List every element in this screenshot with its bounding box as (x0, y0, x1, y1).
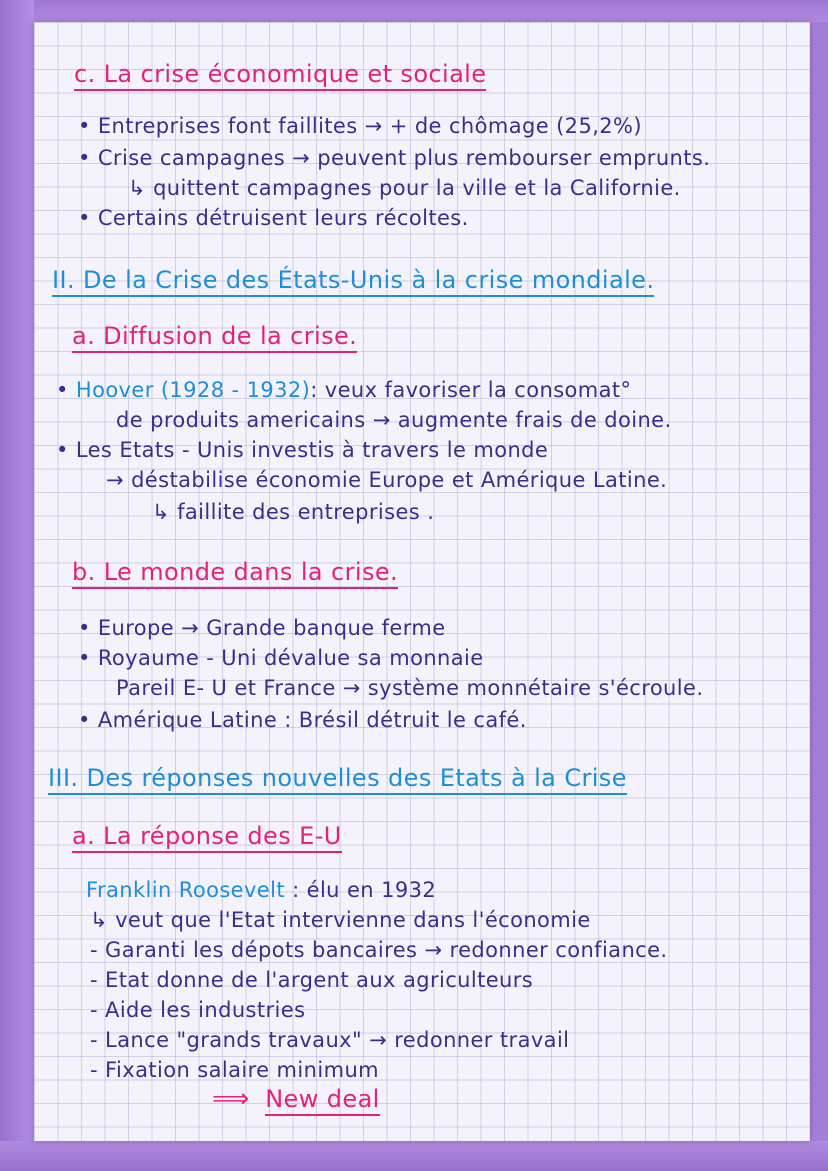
IIIa-line-5: - Lance "grands travaux" → redonner travail (90, 1028, 570, 1052)
new-deal-label: New deal (265, 1085, 380, 1116)
IIa-line-1 (56, 378, 631, 402)
IIa-line-5: ↳ faillite des entreprises . (152, 500, 435, 524)
IIb-line-4: • Amérique Latine : Brésil détruit le café. (78, 708, 527, 732)
roosevelt-rest: : élu en 1932 (292, 878, 437, 902)
c-bullet-2: • Crise campagnes → peuvent plus rembourser emprunts. (78, 146, 711, 170)
IIa-line-2: de produits americains → augmente frais de doine. (116, 408, 672, 432)
section-c-title: c. La crise économique et sociale (74, 60, 486, 91)
IIIa-line-6: - Fixation salaire minimum (90, 1058, 380, 1082)
c-bullet-1: • Entreprises font faillites → + de chômage (25,2%) (78, 114, 642, 138)
notebook-page (34, 22, 810, 1141)
bullet-dot: • (56, 378, 76, 402)
hoover-label: Hoover (1928 - 1932) (75, 378, 311, 402)
IIIa-line-1: ↳ veut que l'Etat intervienne dans l'économie (90, 908, 591, 932)
IIb-line-1: • Europe → Grande banque ferme (78, 616, 446, 640)
section-II-title: II. De la Crise des États-Unis à la crise mondiale. (52, 266, 654, 297)
IIIa-roosevelt-line (86, 878, 436, 902)
frame-bottom (0, 1141, 828, 1171)
section-IIb-heading (72, 558, 398, 586)
section-IIIa-heading (72, 822, 342, 850)
IIIa-line-2: - Garanti les dépots bancaires → redonner confiance. (90, 938, 668, 962)
hoover-rest: : veux favoriser la consomat° (310, 378, 632, 402)
section-III-title: III. Des réponses nouvelles des Etats à la Crise (48, 764, 627, 795)
section-IIIa-title: a. La réponse des E-U (72, 822, 342, 853)
section-IIa-heading (72, 322, 357, 350)
double-arrow-icon: ⟹ (212, 1084, 250, 1114)
c-bullet-3: • Certains détruisent leurs récoltes. (78, 206, 469, 230)
section-II-heading (52, 266, 654, 294)
new-deal-line (212, 1084, 380, 1114)
frame-left (0, 0, 34, 1171)
IIIa-line-3: - Etat donne de l'argent aux agriculteurs (90, 968, 534, 992)
c-bullet-2-sub: ↳ quittent campagnes pour la ville et la Californie. (128, 176, 681, 200)
IIa-line-4: → déstabilise économie Europe et Amérique Latine. (106, 468, 668, 492)
section-c-heading (74, 60, 486, 88)
section-III-heading (48, 764, 627, 792)
section-IIb-title: b. Le monde dans la crise. (72, 558, 398, 589)
roosevelt-label: Franklin Roosevelt (86, 878, 285, 902)
frame-top (0, 0, 828, 22)
IIb-line-2: • Royaume - Uni dévalue sa monnaie (78, 646, 484, 670)
section-IIa-title: a. Diffusion de la crise. (72, 322, 357, 353)
IIb-line-3: Pareil E- U et France → système monnétaire s'écroule. (116, 676, 704, 700)
IIIa-line-4: - Aide les industries (90, 998, 306, 1022)
IIa-line-3: • Les Etats - Unis investis à travers le monde (56, 438, 549, 462)
